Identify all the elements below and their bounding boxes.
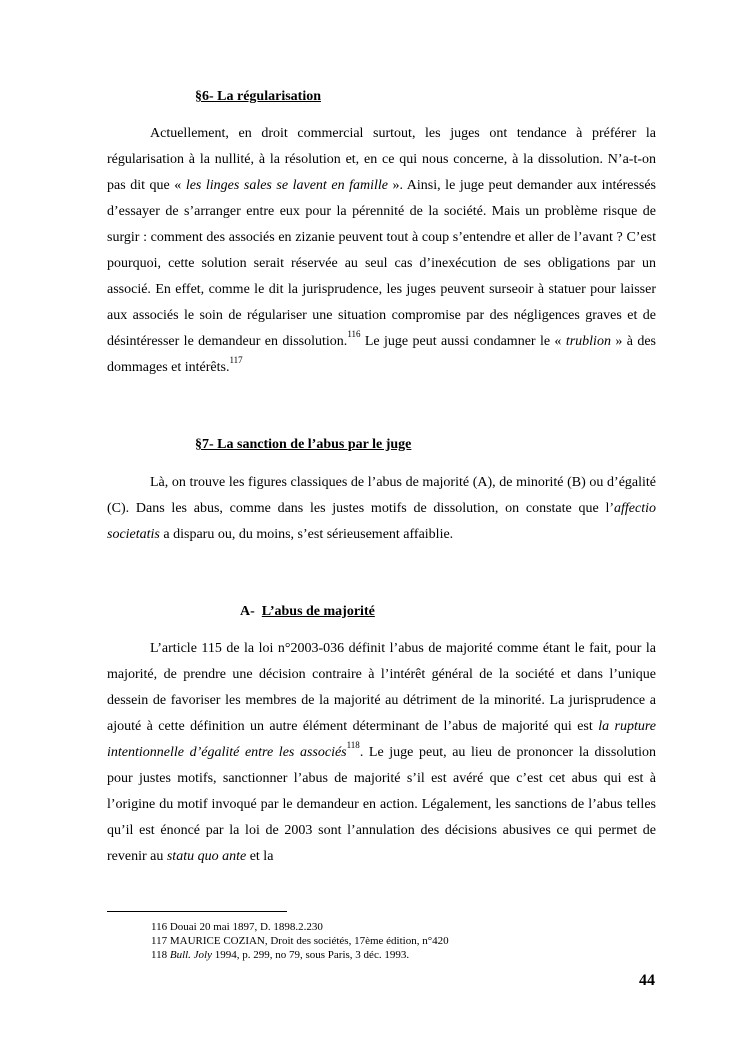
text-run: a disparu ou, du moins, s’est sérieusement affaiblie.: [159, 527, 454, 542]
text-run: et la: [246, 849, 274, 864]
text-run: Le juge peut aussi condamner le «: [360, 334, 566, 349]
text-run: » à des dommages et intérêts.: [107, 334, 656, 375]
footnote-number: 118: [151, 949, 170, 961]
section-a-heading: [240, 604, 375, 620]
footnote-ref-118[interactable]: 118: [346, 740, 360, 751]
section-6-heading: §6- La régularisation: [195, 89, 321, 104]
footnote-117: 117 MAURICE COZIAN, Droit des sociétés, 17ème édition, n°420: [151, 935, 449, 947]
footnote-text: 1994, p. 299, no 79, sous Paris, 3 déc. 1993.: [212, 949, 410, 961]
section-a-paragraph: [107, 636, 656, 870]
footnote-ref-117[interactable]: 117: [229, 355, 243, 366]
text-run: ». Ainsi, le juge peut demander aux intéressés d’essayer de s’arranger entre eux pour la pérennité de la société. Mais un problème risque de surgir : comment des associés en zizanie peuvent tout à coup s’entendre et aller de l’avant ? C’est pourquoi, cette solution serait réservée au seul cas d’inexécution de ses obligations par un associé. En effet, comme le dit la jurisprudence, les juges peuvent surseoir à statuer pour laisser aux associés le soin de régulariser une situation compromise par des négligences graves et de désintéresser le demandeur en dissolution.: [107, 178, 657, 349]
italic-term: affectio societatis: [107, 501, 656, 542]
section-a-title: L’abus de majorité: [261, 604, 375, 619]
italic-term: la rupture intentionnelle d’égalité entre les associés: [107, 719, 656, 760]
footnote-118: [151, 948, 449, 962]
section-a-prefix: A-: [240, 604, 255, 619]
section-6-paragraph: [107, 121, 656, 381]
text-run: Actuellement, en droit commercial surtout, les juges ont tendance à préférer la régularisation à la nullité, à la résolution et, en ce qui nous concerne, à la dissolution. N’a-t-on pas dit que «: [107, 126, 656, 193]
section-7-heading: §7- La sanction de l’abus par le juge: [195, 437, 412, 452]
italic-term: statu quo ante: [166, 849, 247, 864]
footnote-116: 116 Douai 20 mai 1897, D. 1898.2.230: [151, 921, 323, 933]
italic-quote: les linges sales se lavent en famille: [185, 178, 388, 193]
footnote-separator: [107, 911, 287, 912]
italic-term: trublion: [565, 334, 611, 349]
footnote-ref-116[interactable]: 116: [347, 329, 361, 340]
page-number: 44: [639, 972, 655, 989]
footnotes: [151, 920, 449, 962]
text-run: . Le juge peut, au lieu de prononcer la dissolution pour justes motifs, sanctionner l’abus de majorité s’il est avéré que c’est cet abus qui est à l’origine du motif invoqué par le demandeur en action. Légalement, les sanctions de l’abus telles qu’il est énoncé par la loi de 2003 sont l’annulation des décisions abusives ce qui permet de revenir au: [107, 745, 656, 864]
text-run: Là, on trouve les figures classiques de l’abus de majorité (A), de minorité (B) ou d’égalité (C). Dans les abus, comme dans les justes motifs de dissolution, on constate que l’: [107, 475, 656, 516]
footnote-journal: Bull. Joly: [169, 949, 212, 961]
section-7-paragraph: [107, 470, 656, 548]
text-run: L’article 115 de la loi n°2003-036 définit l’abus de majorité comme étant le fait, pour la majorité, de prendre une décision contraire à l’intérêt général de la société et dans l’unique dessein de favoriser les membres de la majorité au détriment de la minorité. La jurisprudence a ajouté à cette définition un autre élément déterminant de l’abus de majorité qui est: [107, 641, 656, 734]
